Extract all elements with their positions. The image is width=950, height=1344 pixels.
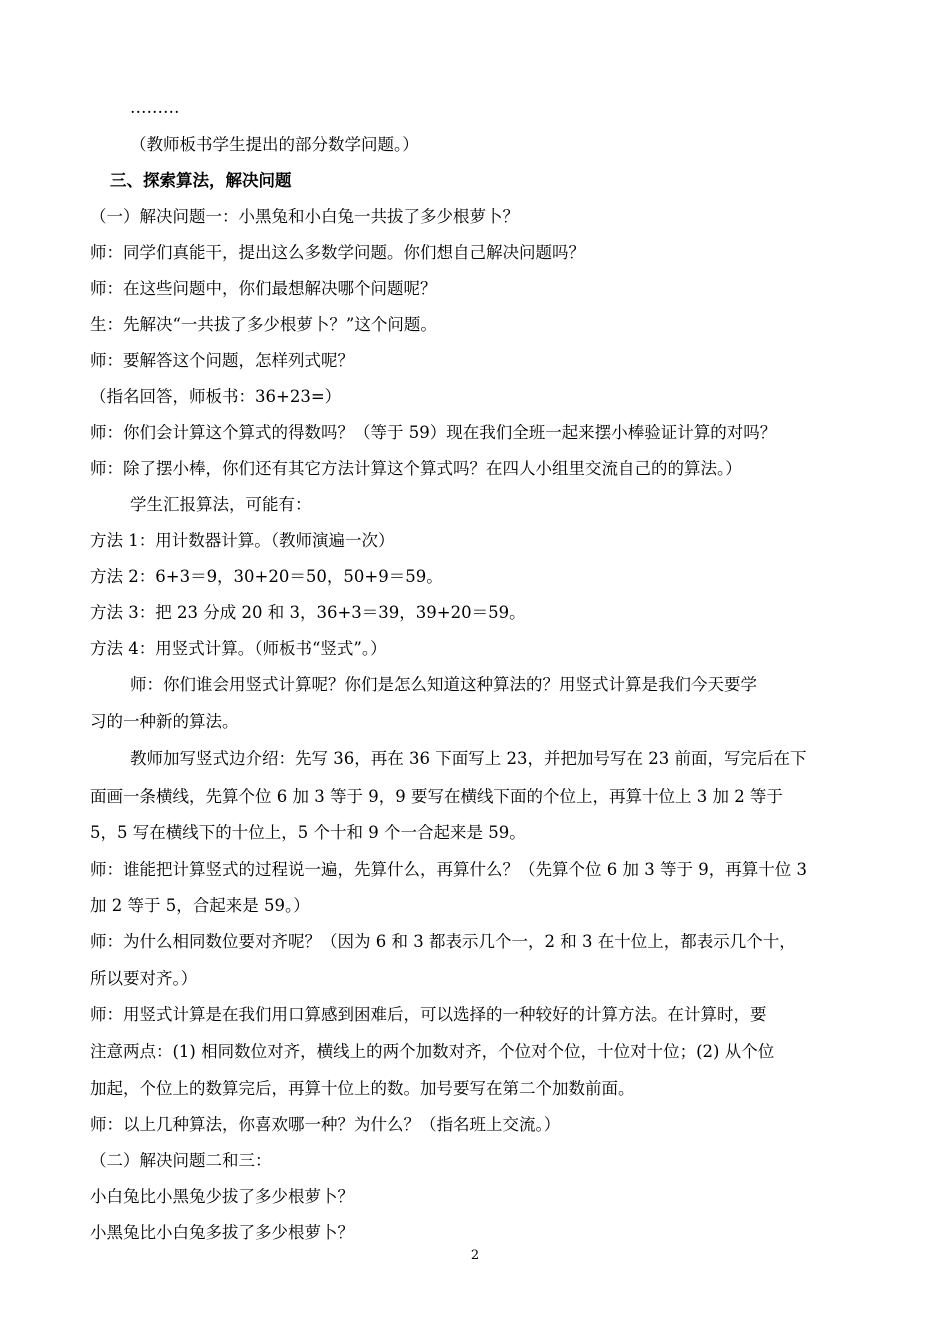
paragraph-line: 教师加写竖式边介绍：先写 36，再在 36 下面写上 23，并把加号写在 23 前面，写完后在下 (130, 749, 807, 768)
paragraph-line: 小白兔比小黑兔少拔了多少根萝卜？ (90, 1187, 354, 1206)
paragraph-line: 师：你们谁会用竖式计算呢？你们是怎么知道这种算法的？用竖式计算是我们今天要学 (130, 675, 757, 694)
paragraph-line: 师：除了摆小棒，你们还有其它方法计算这个算式吗？在四人小组里交流自己的的算法。） (90, 459, 742, 478)
method-line: 方法 1：用计数器计算。（教师演遍一次） (90, 531, 395, 550)
method-line: 方法 2：6+3＝9，30+20＝50，50+9＝59。 (90, 567, 443, 586)
method-line: 方法 4：用竖式计算。（师板书“竖式”。） (90, 639, 387, 658)
paragraph-line: 小黑兔比小白兔多拔了多少根萝卜？ (90, 1223, 354, 1242)
section-heading: 三、探索算法，解决问题 (110, 171, 292, 190)
paragraph-line: （教师板书学生提出的部分数学问题。） (130, 135, 419, 154)
page-number: 2 (470, 1248, 480, 1263)
subsection-heading: （一）解决问题一：小黑兔和小白兔一共拔了多少根萝卜？ (90, 207, 519, 226)
paragraph-line: 加 2 等于 5，合起来是 59。） (90, 896, 310, 915)
paragraph-line: 师：要解答这个问题，怎样列式呢？ (90, 351, 354, 370)
paragraph-line: 师：谁能把计算竖式的过程说一遍，先算什么，再算什么？（先算个位 6 加 3 等于 9，再算十位 3 (90, 860, 807, 879)
paragraph-line: 师：你们会计算这个算式的得数吗？（等于 59）现在我们全班一起来摆小棒验证计算的对吗？ (90, 423, 777, 442)
paragraph-line: 师：用竖式计算是在我们用口算感到困难后，可以选择的一种较好的计算方法。在计算时，要 (90, 1005, 767, 1024)
method-line: 方法 3：把 23 分成 20 和 3，36+3＝39，39+20＝59。 (90, 603, 526, 622)
paragraph-line: 学生汇报算法，可能有： (130, 495, 312, 514)
paragraph-line: 注意两点：(1) 相同数位对齐，横线上的两个加数对齐，个位对个位，十位对十位；(2) 从个位 (90, 1042, 775, 1061)
paragraph-line: 师：为什么相同数位要对齐呢？（因为 6 和 3 都表示几个一，2 和 3 在十位上，都表示几个十， (90, 932, 796, 951)
paragraph-line: 生：先解决“一共拔了多少根萝卜？”这个问题。 (90, 315, 437, 334)
paragraph-line: 加起，个位上的数算完后，再算十位上的数。加号要写在第二个加数前面。 (90, 1079, 635, 1098)
paragraph-line: （指名回答，师板书：36+23=） (90, 387, 342, 406)
paragraph-line: 面画一条横线，先算个位 6 加 3 等于 9，9 要写在横线下面的个位上，再算十位上 3 加 2 等于 (90, 787, 783, 806)
paragraph-line: 所以要对齐。） (90, 969, 198, 988)
paragraph-line: 师：在这些问题中，你们最想解决哪个问题呢？ (90, 279, 437, 298)
paragraph-line: 5，5 写在横线下的十位上，5 个十和 9 个一合起来是 59。 (90, 823, 526, 842)
paragraph-line: 师：以上几种算法，你喜欢哪一种？为什么？（指名班上交流。） (90, 1115, 561, 1134)
subsection-heading: （二）解决问题二和三： (90, 1151, 272, 1170)
paragraph-line: 习的一种新的算法。 (90, 712, 239, 731)
ellipsis-line: ……… (130, 98, 180, 117)
paragraph-line: 师：同学们真能干，提出这么多数学问题。你们想自己解决问题吗？ (90, 243, 585, 262)
